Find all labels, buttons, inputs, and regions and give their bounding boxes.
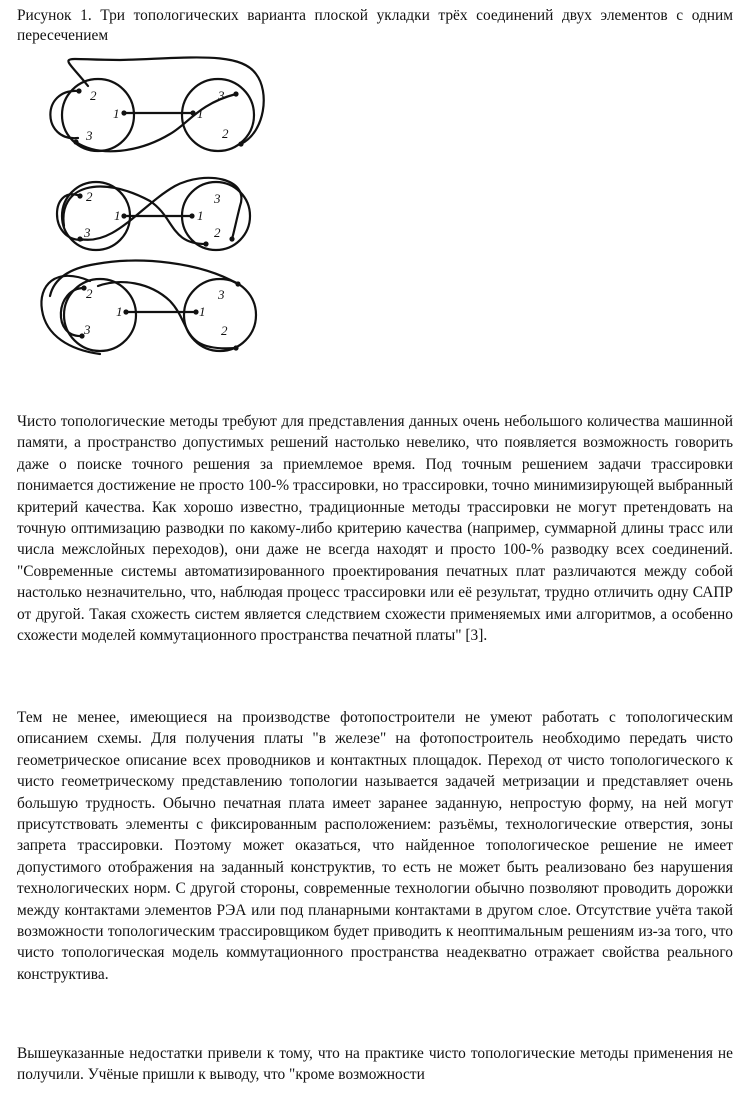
- label-left-2: 2: [86, 286, 93, 301]
- paragraph-topological-methods: Чисто топологические методы требуют для представления данных очень небольшого количества машинной памяти, а пространство допустимых решений настолько невелико, что появляется возможность говорить даже о поиске точного решения за приемлемое время. Под точным решением задачи трассировки понимается достижение не просто 100-% трассировки, но трассировки, точно минимизирующей выбранный критерий качества. Как хорошо известно, традиционные методы трассировки не могут претендовать на точную оптимизацию разводки по какому-либо критерию качества (например, суммарной длины трасс или числа межслойных переходов), они даже не всегда находят и просто 100-% разводку всех соединений. "Современные системы автоматизированного проектирования печатных плат различаются между собой настолько незначительно, что, наблюдая процесс трассировки или её результат, трудно отличить одну САПР от другой. Такая схожесть систем является следствием схожести применяемых ими алгоритмов, а особенно схожести моделей коммутационного пространства печатной платы" [3].: [17, 413, 733, 645]
- variant-1: [50, 57, 263, 151]
- label-right-2: 2: [222, 126, 229, 141]
- connection-2-wrap: [57, 194, 82, 240]
- label-left-1: 1: [114, 208, 121, 223]
- connection-3-arc: [50, 261, 238, 296]
- label-left-3: 3: [84, 322, 91, 337]
- label-right-3: 3: [214, 191, 221, 206]
- label-right-2: 2: [214, 225, 221, 240]
- label-right-3: 3: [218, 287, 225, 302]
- label-right-1: 1: [197, 208, 204, 223]
- label-right-3: 3: [218, 88, 225, 103]
- label-left-1: 1: [116, 304, 123, 319]
- variant-3: [41, 261, 256, 354]
- paragraph-conclusion: Вышеуказанные недостатки привели к тому, что на практике чисто топологические методы применения не получили. Учёные пришли к выводу, что "кроме возможности: [17, 1045, 733, 1084]
- label-left-3: 3: [84, 225, 91, 240]
- connection-2-3-loop: [68, 57, 263, 144]
- connection-crossing: [76, 94, 236, 151]
- label-left-2: 2: [90, 88, 97, 103]
- label-right-1: 1: [199, 304, 206, 319]
- label-right-2: 2: [221, 323, 228, 338]
- label-right-1: 1: [197, 106, 204, 121]
- label-left-1: 1: [113, 106, 120, 121]
- label-left-3: 3: [86, 128, 93, 143]
- label-left-2: 2: [86, 189, 93, 204]
- topology-figure: [0, 56, 745, 386]
- figure-caption: Рисунок 1. Три топологических варианта плоской укладки трёх соединений двух элементов с одним пересечением: [17, 7, 733, 44]
- topology-diagram: [0, 56, 745, 386]
- paragraph-metrization: Тем не менее, имеющиеся на производстве фотопостроители не умеют работать с топологическим описанием схемы. Для получения платы "в железе" на фотопостроитель необходимо передать чисто геометрическое описание всех проводников и контактных площадок. Переход от чисто топологического к чисто геометрическому представлению топологии называется задачей метризации и представляет очень большую трудность. Обычно печатная плата имеет заранее заданную, непростую форму, на ней могут присутствовать элементы с фиксированным расположением: разъёмы, технологические отверстия, зоны запрета трассировки. Поэтому может оказаться, что найденное топологическое решение не имеет допустимого отображения на заданный конструктив, то есть не может быть реализовано без нарушения технологических норм. С другой стороны, современные технологии обычно позволяют проводить дорожки между контактами элементов РЭА или под планарными контактами в другом слое. Отсутствие учёта такой возможности топологическим трассировщиком будет приводить к неоптимальным решениям из-за того, что чисто топологическая модель коммутационного пространства неадекватно отражает свойства реального конструктива.: [17, 709, 733, 983]
